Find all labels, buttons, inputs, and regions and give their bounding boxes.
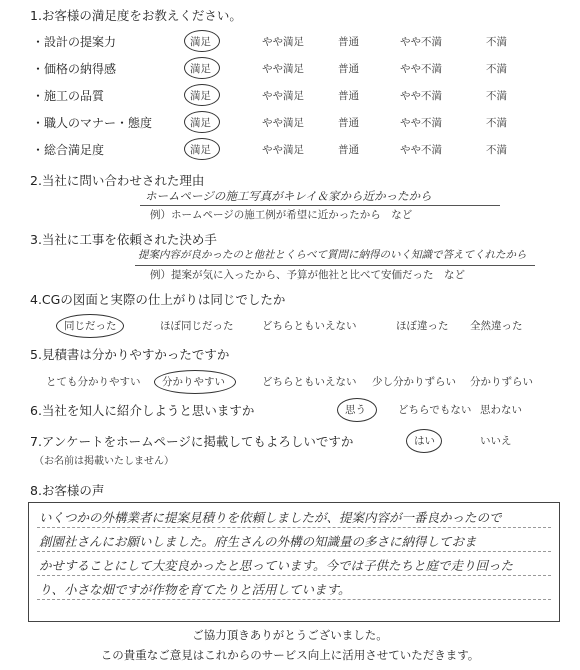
q3-title: 3.当社に工事を依頼された決め手: [30, 232, 217, 247]
q5-option[interactable]: とても分かりやすい: [46, 376, 141, 388]
q1-option[interactable]: 不満: [486, 117, 507, 129]
q3-answer-line: [135, 265, 535, 266]
q1-option[interactable]: やや不満: [400, 90, 442, 102]
q1-option[interactable]: 普通: [338, 36, 359, 48]
q1-option[interactable]: 普通: [338, 117, 359, 129]
q4-option[interactable]: どちらともいえない: [262, 320, 357, 332]
q5-option[interactable]: どちらともいえない: [262, 376, 357, 388]
q1-option[interactable]: やや満足: [262, 117, 304, 129]
q5-option[interactable]: 分かりずらい: [470, 376, 533, 388]
q2-title: 2.当社に問い合わせされた理由: [30, 173, 205, 188]
q1-option[interactable]: やや不満: [400, 63, 442, 75]
q1-option[interactable]: 不満: [486, 63, 507, 75]
selected-circle-mark: [154, 370, 236, 394]
q1-row-label: ・職人のマナー・態度: [32, 116, 153, 130]
ruled-line: [37, 551, 551, 552]
ruled-line: [37, 599, 551, 600]
selected-circle-mark: [184, 30, 220, 52]
voice-line-2: 創園社さんにお願いしました。府生さんの外構の知識量の多さに納得しておま: [39, 534, 477, 549]
q7-note: （お名前は掲載いたしません）: [34, 456, 174, 467]
customer-voice-box[interactable]: [28, 502, 560, 622]
q6-title: 6.当社を知人に紹介しようと思いますか: [30, 403, 255, 418]
q1-row-label: ・総合満足度: [32, 143, 105, 157]
voice-line-3: かせすることにして大変良かったと思っています。今では子供たちと庭で走り回った: [39, 558, 514, 573]
selected-circle-mark: [184, 84, 220, 106]
q3-answer[interactable]: 提案内容が良かったのと他社とくらべて質問に納得のいく知識で答えてくれたから: [138, 249, 527, 261]
q5-option[interactable]: 分かりやすい: [162, 376, 225, 388]
q1-option[interactable]: 普通: [338, 144, 359, 156]
q1-option[interactable]: 不満: [486, 144, 507, 156]
q2-answer-line: [140, 205, 500, 206]
voice-line-1: いくつかの外構業者に提案見積りを依頼しましたが、提案内容が一番良かったので: [39, 510, 502, 525]
q1-option[interactable]: 普通: [338, 63, 359, 75]
selected-circle-mark: [184, 111, 220, 133]
q7-title: 7.アンケートをホームページに掲載してもよろしいですか: [30, 434, 354, 449]
q1-option[interactable]: 不満: [486, 90, 507, 102]
q7-option[interactable]: はい: [414, 435, 435, 447]
q1-option[interactable]: やや満足: [262, 90, 304, 102]
ruled-line: [37, 575, 551, 576]
q1-title: 1.お客様の満足度をお教えください。: [30, 8, 242, 23]
q4-option[interactable]: 全然違った: [470, 320, 523, 332]
selected-circle-mark: [406, 429, 442, 453]
footer-note: この貴重なご意見はこれからのサービス向上に活用させていただきます。: [100, 648, 480, 662]
q1-option[interactable]: 満足: [190, 63, 211, 75]
q1-row-label: ・価格の納得感: [32, 62, 117, 76]
q1-row-label: ・設計の提案力: [32, 35, 117, 49]
q1-option[interactable]: 不満: [486, 36, 507, 48]
q1-option[interactable]: 満足: [190, 90, 211, 102]
q5-title: 5.見積書は分かりやすかったですか: [30, 347, 230, 362]
q1-option[interactable]: 普通: [338, 90, 359, 102]
selected-circle-mark: [337, 398, 377, 422]
q1-option[interactable]: 満足: [190, 117, 211, 129]
q8-title: 8.お客様の声: [30, 483, 105, 498]
q4-title: 4.CGの図面と実際の仕上がりは同じでしたか: [30, 292, 286, 307]
q4-option[interactable]: ほぼ同じだった: [160, 320, 234, 332]
selected-circle-mark: [56, 314, 124, 338]
q4-option[interactable]: 同じだった: [64, 320, 117, 332]
q1-option[interactable]: やや不満: [400, 36, 442, 48]
voice-line-4: り、小さな畑ですが作物を育てたりと活用しています。: [39, 582, 351, 597]
q1-option[interactable]: やや不満: [400, 117, 442, 129]
ruled-line: [37, 527, 551, 528]
q3-example: 例）提案が気に入ったから、予算が他社と比べて安価だった など: [150, 269, 465, 281]
q1-option[interactable]: 満足: [190, 144, 211, 156]
q2-example: 例）ホームページの施工例が希望に近かったから など: [150, 209, 413, 221]
q1-option[interactable]: やや満足: [262, 36, 304, 48]
q6-option[interactable]: どちらでもない: [398, 404, 472, 416]
q6-option[interactable]: 思う: [345, 404, 366, 416]
selected-circle-mark: [184, 57, 220, 79]
q1-option[interactable]: 満足: [190, 36, 211, 48]
q2-answer[interactable]: ホームページの施工写真がキレイ＆家から近かったから: [145, 189, 432, 203]
q1-option[interactable]: やや満足: [262, 63, 304, 75]
selected-circle-mark: [184, 138, 220, 160]
q6-option[interactable]: 思わない: [480, 404, 522, 416]
q4-option[interactable]: ほぼ違った: [396, 320, 449, 332]
q5-option[interactable]: 少し分かりずらい: [372, 376, 456, 388]
footer-thanks: ご協力頂きありがとうございました。: [192, 628, 388, 642]
q1-option[interactable]: やや不満: [400, 144, 442, 156]
q1-row-label: ・施工の品質: [32, 89, 105, 103]
q7-option[interactable]: いいえ: [480, 435, 512, 447]
q1-option[interactable]: やや満足: [262, 144, 304, 156]
